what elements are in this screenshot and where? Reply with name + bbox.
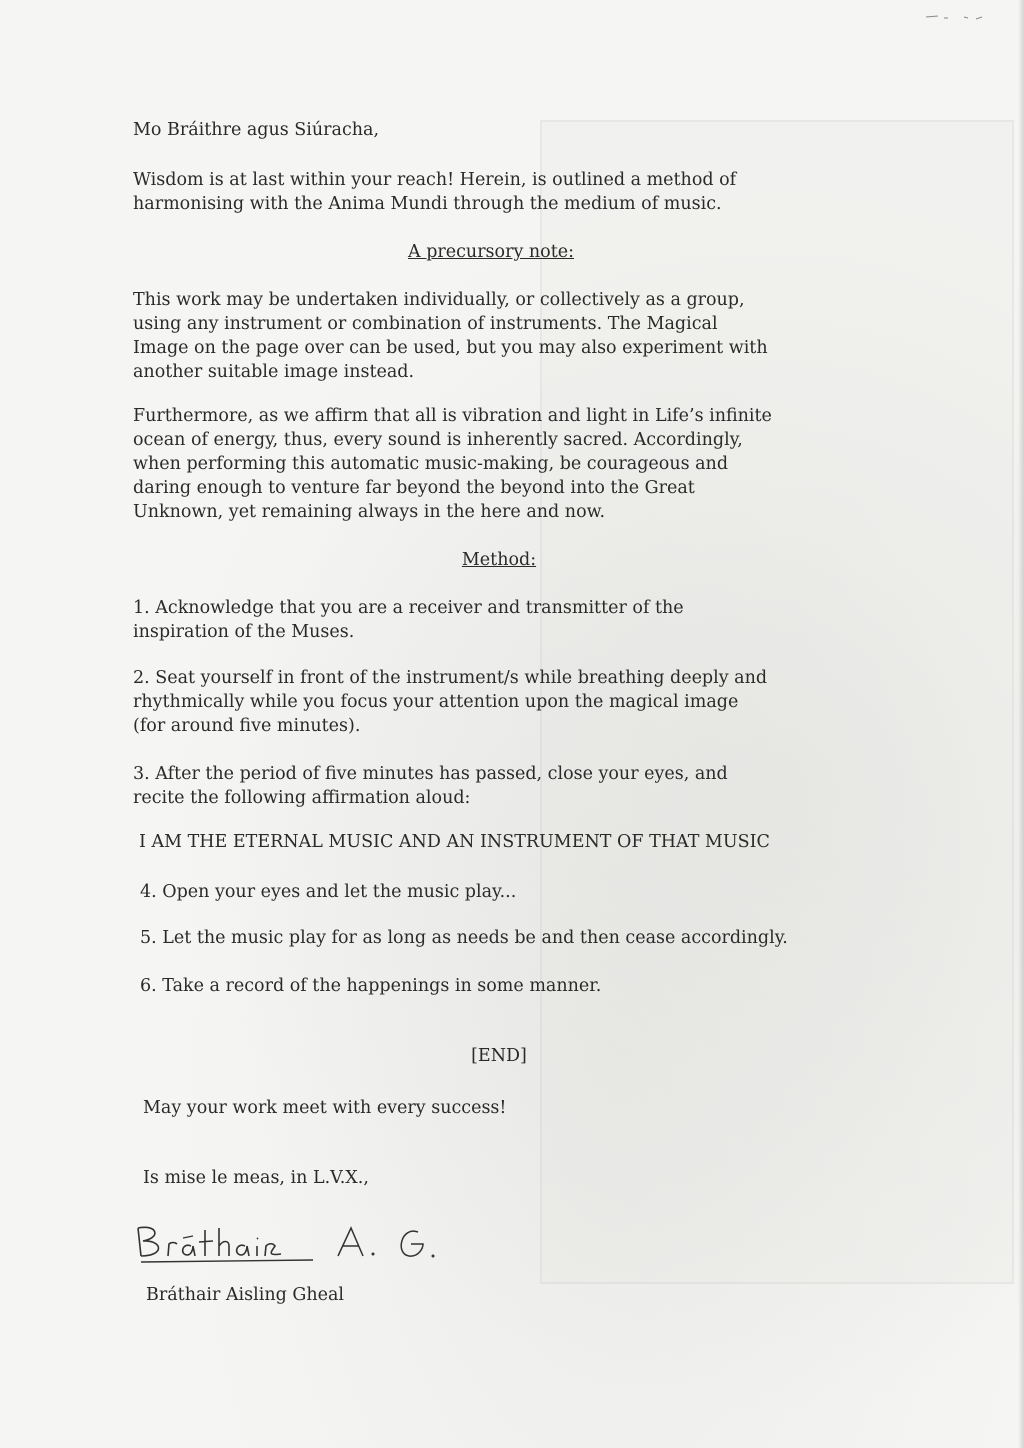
method-step-2: 2. Seat yourself in front of the instrument/s while breathing deeply and rhythmically while you focus your attention upon the magical image (for around five minutes). (133, 668, 768, 736)
salutation: Mo Bráithre agus Siúracha, (133, 120, 380, 140)
method-step-4: 4. Open your eyes and let the music play... (140, 882, 517, 902)
method-heading: Method: (461, 550, 537, 570)
method-step-5: 5. Let the music play for as long as needs be and then cease accordingly. (140, 928, 788, 948)
precursory-heading: A precursory note: (408, 242, 574, 262)
page-edge-shadow (1018, 0, 1024, 1448)
closing-wish: May your work meet with every success! (143, 1098, 507, 1118)
corner-pencil-mark (924, 12, 984, 22)
signatory-name: Bráthair Aisling Gheal (146, 1285, 345, 1305)
intro-paragraph (133, 168, 853, 216)
affirmation: I AM THE ETERNAL MUSIC AND AN INSTRUMENT OF THAT MUSIC (139, 832, 770, 852)
method-step-1: 1. Acknowledge that you are a receiver and transmitter of the inspiration of the Muses. (133, 598, 684, 642)
precursory-paragraph-2: Furthermore, as we affirm that all is vibration and light in Life’s infinite ocean of energy, thus, every sound is inherently sacred. Accordingly, when performing this automatic music-making, be courageous and daring enough to venture far beyond the beyond into the Great Unknown, yet remaining always in the here and now. (133, 406, 772, 522)
intro-line: Wisdom is at last within your reach! Herein, is outlined a method of (133, 170, 737, 190)
sign-off: Is mise le meas, in L.V.X., (143, 1168, 369, 1188)
precursory-paragraph-1: This work may be undertaken individually, or collectively as a group, using any instrument or combination of instruments. The Magical Image on the page over can be used, but you may also experiment with another suitable image instead. (133, 290, 768, 382)
handwritten-signature (133, 1216, 453, 1266)
method-step-6: 6. Take a record of the happenings in some manner. (140, 976, 602, 996)
end-marker: [END] (471, 1046, 527, 1066)
method-step-3: 3. After the period of five minutes has passed, close your eyes, and recite the following affirmation aloud: (133, 764, 728, 808)
intro-line: harmonising with the Anima Mundi through the medium of music. (133, 194, 722, 214)
